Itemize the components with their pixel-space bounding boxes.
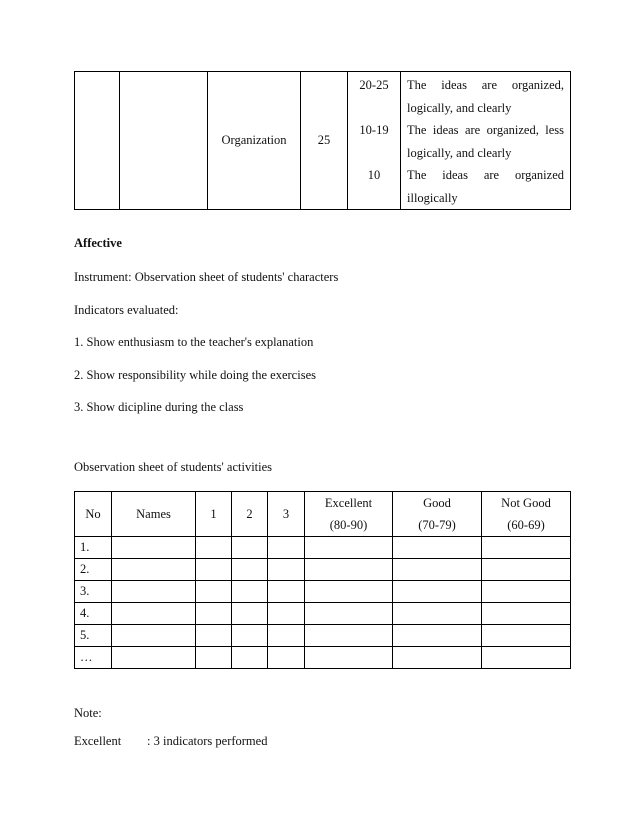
row-number: 3.: [75, 581, 112, 603]
header-good: [393, 492, 482, 537]
description-line: The ideas are organized,: [407, 78, 564, 92]
table-row: [75, 537, 571, 559]
indicators-heading: Indicators evaluated:: [74, 303, 179, 317]
description-line: logically, and clearly: [407, 100, 512, 115]
header-not-good-range: (60-69): [507, 518, 545, 532]
note-definition: : 3 indicators performed: [147, 734, 268, 748]
rubric-descriptions: [401, 72, 571, 210]
description-line: illogically: [407, 190, 458, 205]
section-heading: Affective: [74, 236, 122, 250]
header-names: Names: [112, 492, 196, 537]
header-good-range: (70-79): [418, 518, 456, 532]
header-no: No: [75, 492, 112, 537]
row-number: …: [75, 647, 112, 669]
note-term: Excellent: [74, 734, 122, 748]
rubric-row: [75, 72, 571, 210]
description-line: logically, and clearly: [407, 145, 512, 160]
instrument-text: Instrument: Observation sheet of students' characters: [74, 270, 339, 284]
rubric-empty-cell: [75, 72, 120, 210]
observation-table: [74, 491, 571, 669]
header-excellent-label: Excellent: [324, 496, 373, 510]
row-number: 4.: [75, 603, 112, 625]
indicator-item: 3. Show dicipline during the class: [74, 400, 244, 414]
observation-title: Observation sheet of students' activities: [74, 460, 273, 474]
rubric-table: [74, 71, 571, 210]
score-range: 10: [367, 168, 381, 182]
score-range: 10-19: [359, 123, 389, 137]
rubric-weight: 25: [301, 72, 348, 210]
indicator-item: 2. Show responsibility while doing the exercises: [74, 368, 316, 382]
rubric-score-ranges: [348, 72, 401, 210]
header-not-good-label: Not Good: [501, 496, 551, 510]
table-header-row: [75, 492, 571, 537]
rubric-aspect: Organization: [208, 72, 301, 210]
header-good-label: Good: [423, 496, 451, 510]
note-label: Note:: [74, 706, 102, 720]
table-row: [75, 581, 571, 603]
table-row: [75, 647, 571, 669]
rubric-empty-cell: [120, 72, 208, 210]
header-indicator-1: 1: [196, 492, 232, 537]
table-row: [75, 625, 571, 647]
table-row: [75, 603, 571, 625]
header-excellent: [305, 492, 393, 537]
row-number: 2.: [75, 559, 112, 581]
description-line: The ideas are organized, less: [407, 123, 564, 137]
header-indicator-3: 3: [268, 492, 305, 537]
score-range: 20-25: [359, 78, 389, 92]
indicator-item: 1. Show enthusiasm to the teacher's explanation: [74, 335, 314, 349]
table-row: [75, 559, 571, 581]
description-line: The ideas are organized: [407, 168, 564, 182]
row-number: 5.: [75, 625, 112, 647]
header-excellent-range: (80-90): [329, 518, 368, 532]
header-indicator-2: 2: [232, 492, 268, 537]
row-number: 1.: [75, 537, 112, 559]
header-not-good: [482, 492, 571, 537]
